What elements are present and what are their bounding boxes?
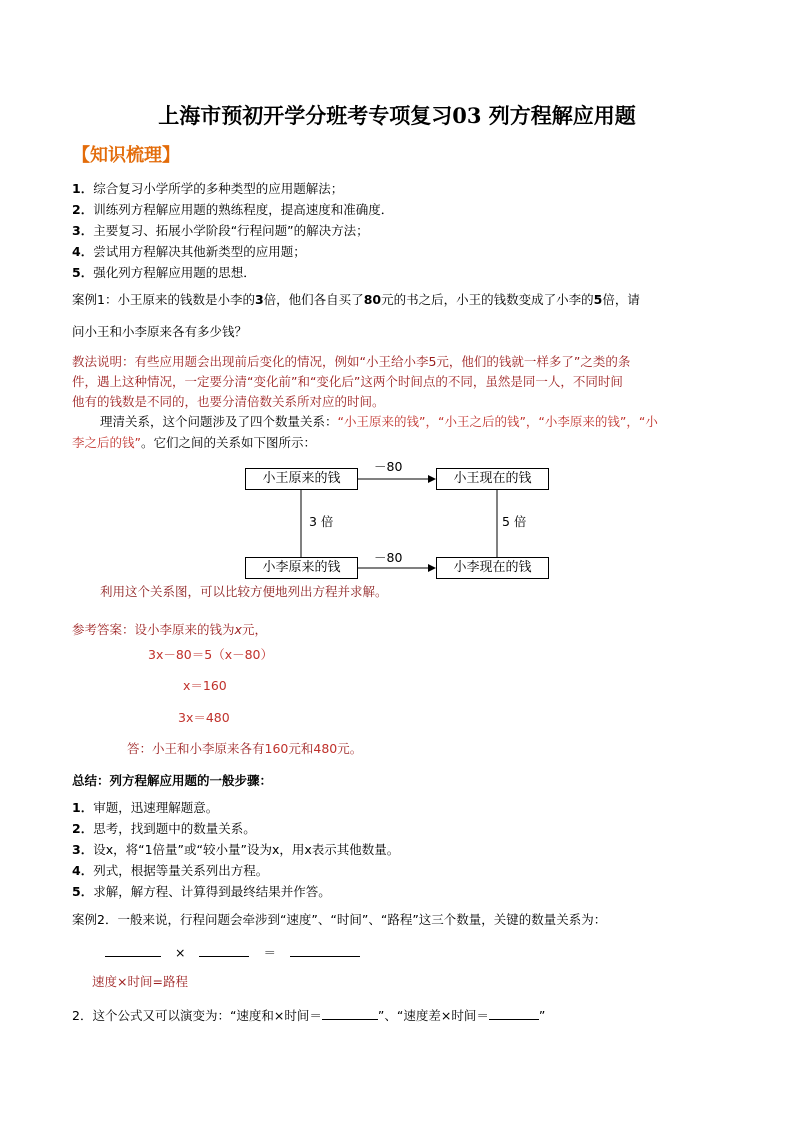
blank-1[interactable] (105, 944, 161, 957)
answer-final: 答：小王和小李原来各有160元和480元。 (127, 741, 363, 756)
list-item: 5．强化列方程解应用题的思想． (72, 265, 256, 280)
list-item: 2．训练列方程解应用题的熟练程度，提高速度和准确度． (72, 202, 394, 217)
list-item: 5．求解，解方程、计算得到最终结果并作答。 (72, 884, 331, 899)
blank-speed-diff[interactable] (489, 1007, 539, 1020)
equation-1: 3x－80＝5（x－80） (148, 647, 274, 662)
relation-line2: 李之后的钱”。它们之间的关系如下图所示： (72, 435, 316, 450)
case1-line1: 案例1：小王原来的钱数是小李的3倍，他们各自买了80元的书之后，小王的钱数变成了小李的5倍，请 (72, 292, 640, 307)
label-3-times: 3 倍 (309, 514, 334, 529)
list-item: 4．列式，根据等量关系列出方程。 (72, 863, 269, 878)
label-5-times: 5 倍 (502, 514, 527, 529)
blank-3[interactable] (290, 944, 360, 957)
case2-item2: 2．这个公式又可以演变为：“速度和×时间＝ ”、“速度差×时间＝ ” (72, 1008, 546, 1023)
equation-2: x＝160 (183, 678, 227, 693)
list-item: 3．主要复习、拓展小学阶段“行程问题”的解决方法； (72, 223, 369, 238)
list-item: 1．审题，迅速理解题意。 (72, 800, 219, 815)
label-minus80-top: －80 (374, 459, 403, 474)
box-xiaoli-now: 小李现在的钱 (436, 557, 549, 579)
blank-2[interactable] (199, 944, 249, 957)
summary-heading: 总结：列方程解应用题的一般步骤： (72, 773, 273, 788)
list-item: 4．尝试用方程解决其他新类型的应用题； (72, 244, 306, 259)
box-xiaowang-original: 小王原来的钱 (245, 468, 358, 490)
list-item: 3．设x，将“1倍量”或“较小量”设为x，用x表示其他数量。 (72, 842, 400, 857)
list-item: 1．综合复习小学所学的多种类型的应用题解法； (72, 181, 344, 196)
blank-speed-sum[interactable] (322, 1007, 378, 1020)
label-minus80-bottom: －80 (374, 550, 403, 565)
list-item: 2．思考，找到题中的数量关系。 (72, 821, 256, 836)
diagram-note: 利用这个关系图，可以比较方便地列出方程并求解。 (100, 584, 388, 599)
section-heading: 【知识梳理】 (72, 145, 180, 166)
case1-line2: 问小王和小李原来各有多少钱？ (72, 324, 248, 339)
teaching-note: 教法说明：有些应用题会出现前后变化的情况，例如“小王给小李5元，他们的钱就一样多了”之类的条 件，遇上这种情况，一定要分清“变化前”和“变化后”这两个时间点的不同，虽然是同一人，不同时间 他有的钱数是不同的，也要分清倍数关系所对应的时间。 (72, 354, 631, 409)
page-title: 上海市预初开学分班考专项复习03 列方程解应用题 (158, 103, 636, 128)
case2-line: 案例2．一般来说，行程问题会牵涉到“速度”、“时间”、“路程”这三个数量，关键的数量关系为： (72, 912, 607, 927)
summary-steps (72, 800, 399, 905)
box-xiaoli-original: 小李原来的钱 (245, 557, 358, 579)
formula-answer: 速度×时间=路程 (92, 974, 188, 989)
relation-line1: 理清关系，这个问题涉及了四个数量关系：“小王原来的钱”，“小王之后的钱”，“小李原来的钱”，“小 (100, 414, 658, 429)
formula-blanks: × ＝ (105, 944, 360, 961)
box-xiaowang-now: 小王现在的钱 (436, 468, 549, 490)
knowledge-list (72, 181, 393, 286)
equation-3: 3x＝480 (178, 710, 230, 725)
answer-intro: 参考答案：设小李原来的钱为x元， (72, 622, 267, 637)
